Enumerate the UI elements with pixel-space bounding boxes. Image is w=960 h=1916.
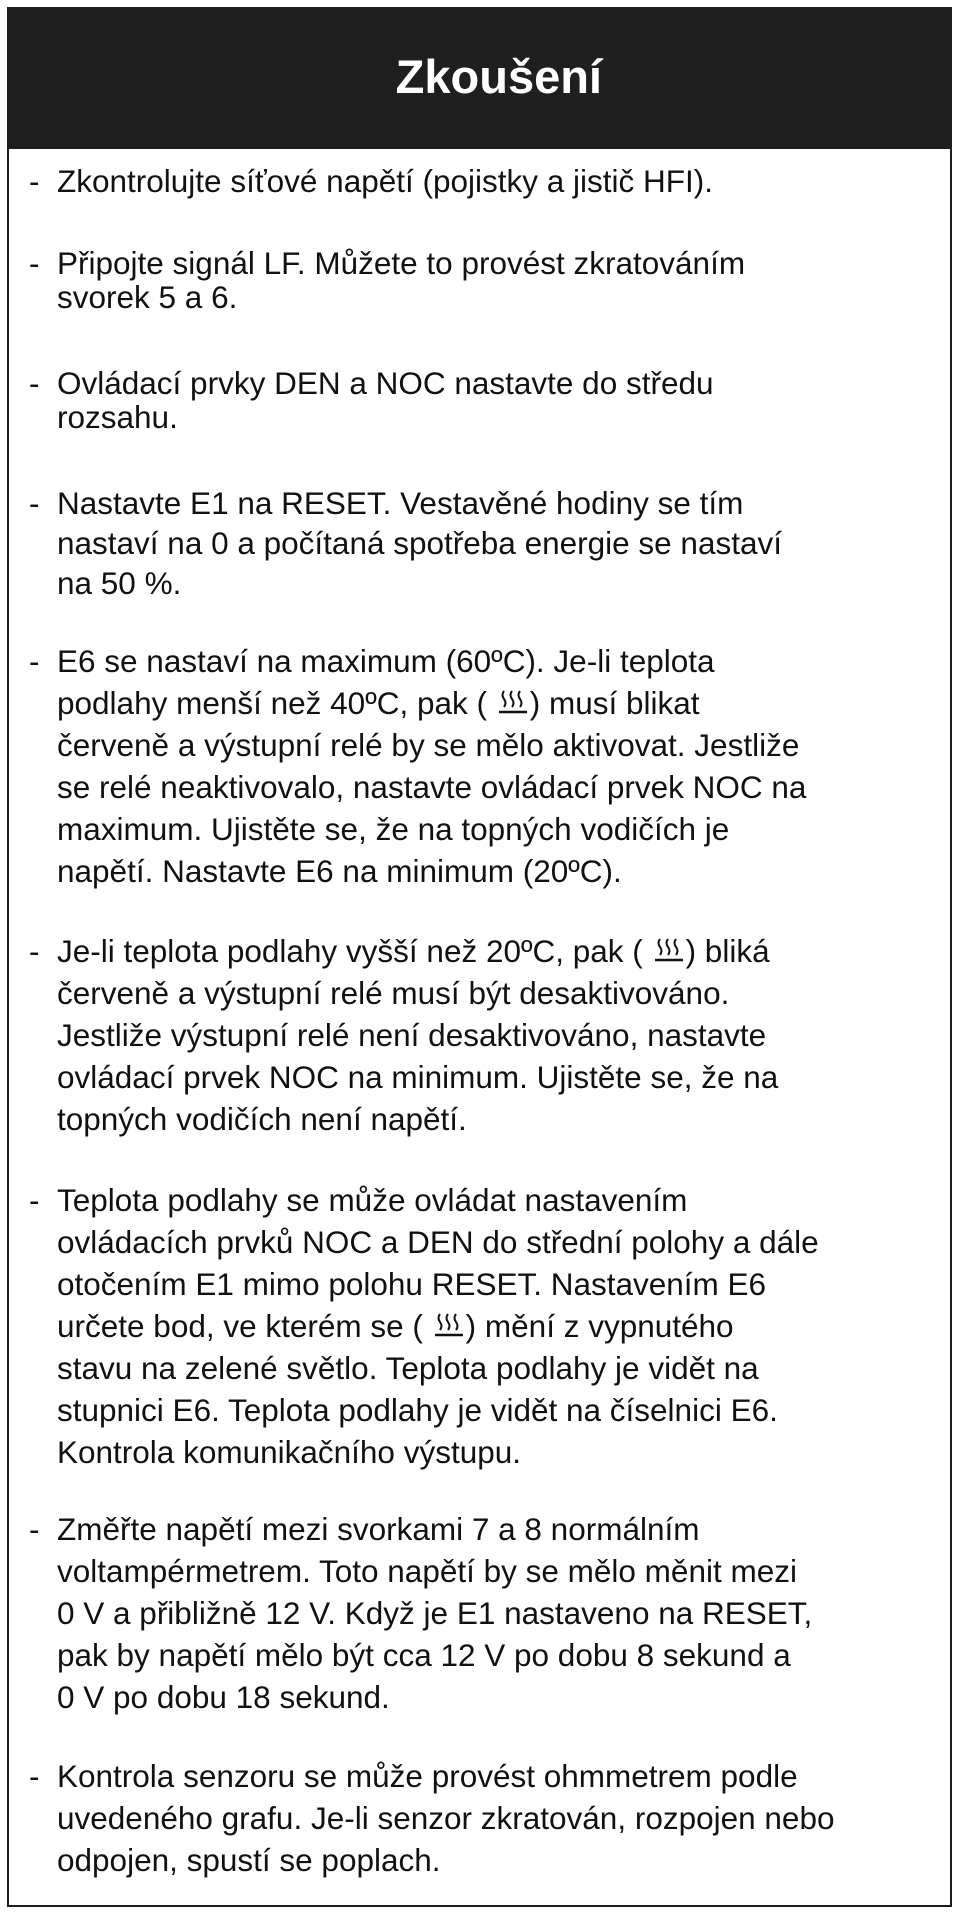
item-line [57, 1306, 734, 1347]
list-bullet: - [29, 245, 40, 281]
item-line: Připojte signál LF. Můžete to provést zkratováním [57, 245, 746, 281]
item-line: E6 se nastaví na maximum (60ºC). Je-li teplota [57, 643, 715, 679]
item-line: Jestliže výstupní relé není desaktivováno, nastavte [57, 1017, 767, 1053]
heating-icon [652, 936, 686, 964]
item-line-text: Je-li teplota podlahy vyšší než 20ºC, pak ( [57, 933, 643, 969]
item-line: ovládacích prvků NOC a DEN do střední polohy a dále [57, 1224, 819, 1260]
item-line-text: určete bod, ve kterém se ( [57, 1308, 432, 1344]
list-bullet: - [29, 643, 40, 679]
item-line: topných vodičích není napětí. [57, 1101, 467, 1137]
item-line [57, 931, 770, 972]
item-line: rozsahu. [57, 399, 178, 435]
item-line: červeně a výstupní relé musí být desaktivováno. [57, 975, 730, 1011]
list-bullet: - [29, 933, 40, 969]
item-line: voltampérmetrem. Toto napětí by se mělo měnit mezi [57, 1553, 797, 1589]
item-line: Teplota podlahy se může ovládat nastavením [57, 1182, 688, 1218]
item-line: Kontrola komunikačního výstupu. [57, 1434, 522, 1470]
item-line: Kontrola senzoru se může provést ohmmetrem podle [57, 1758, 798, 1794]
item-line: Nastavte E1 na RESET. Vestavěné hodiny se tím [57, 485, 744, 521]
list-bullet: - [29, 365, 40, 401]
heating-icon [496, 688, 530, 716]
list-bullet: - [29, 1511, 40, 1547]
item-line-text: ) bliká [685, 933, 770, 969]
list-bullet: - [29, 485, 40, 521]
heating-icon [432, 1311, 466, 1339]
item-line: svorek 5 a 6. [57, 279, 238, 315]
item-line: maximum. Ujistěte se, že na topných vodičích je [57, 811, 730, 847]
instruction-list [9, 147, 950, 1905]
item-line: červeně a výstupní relé by se mělo aktivovat. Jestliže [57, 727, 800, 763]
document-frame [7, 7, 952, 1907]
item-line: pak by napětí mělo být cca 12 V po dobu 8 sekund a [57, 1637, 791, 1673]
item-line-text: podlahy menší než 40ºC, pak ( [57, 685, 496, 721]
item-line: ovládací prvek NOC na minimum. Ujistěte se, že na [57, 1059, 779, 1095]
item-line: stupnici E6. Teplota podlahy je vidět na číselnici E6. [57, 1392, 778, 1428]
list-bullet: - [29, 1758, 40, 1794]
item-line: se relé neaktivovalo, nastavte ovládací prvek NOC na [57, 769, 807, 805]
list-bullet: - [29, 163, 40, 199]
item-line: Změřte napětí mezi svorkami 7 a 8 normálním [57, 1511, 700, 1547]
item-line: odpojen, spustí se poplach. [57, 1842, 441, 1878]
item-line-text: ) mění z vypnutého [465, 1308, 734, 1344]
item-line: na 50 %. [57, 565, 182, 601]
item-line: napětí. Nastavte E6 na minimum (20ºC). [57, 853, 622, 889]
item-line: Ovládací prvky DEN a NOC nastavte do středu [57, 365, 714, 401]
item-line-text: ) musí blikat [529, 685, 700, 721]
title-bar [9, 9, 950, 149]
item-line: stavu na zelené světlo. Teplota podlahy je vidět na [57, 1350, 759, 1386]
item-line: 0 V a přibližně 12 V. Když je E1 nastaveno na RESET, [57, 1595, 813, 1631]
item-line [57, 683, 700, 724]
item-line: 0 V po dobu 18 sekund. [57, 1679, 390, 1715]
item-line: nastaví na 0 a počítaná spotřeba energie se nastaví [57, 525, 782, 561]
list-bullet: - [29, 1182, 40, 1218]
item-line: otočením E1 mimo polohu RESET. Nastavením E6 [57, 1266, 767, 1302]
item-line: uvedeného grafu. Je-li senzor zkratován, rozpojen nebo [57, 1800, 835, 1836]
page-title: Zkoušení [395, 50, 602, 103]
item-line: Zkontrolujte síťové napětí (pojistky a jistič HFI). [57, 163, 714, 199]
